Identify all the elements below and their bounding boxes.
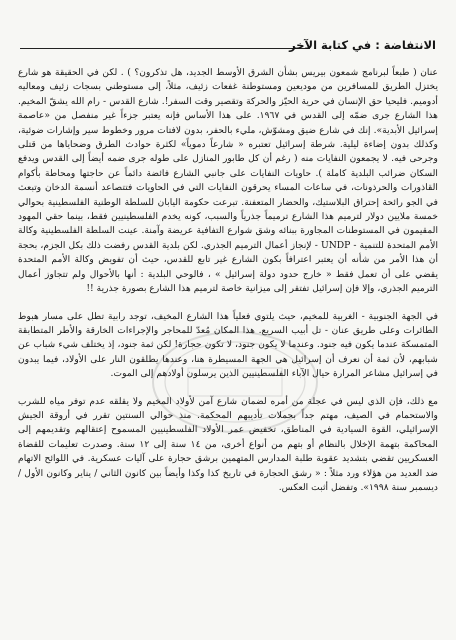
paragraph-3: مع ذلك، فإن الذي ليس في عجلة من أمره لضمان شارع آمن لأولاد المخيم ولا يقلقه عدم توفر مياه للشرب والاستحمام في الصيف، مهتم جداً بحملات تأديبهم المحكمة. منذ حوالي السنتين تقرر في أروقة الجيش الإسرائيلي، القوة السيادية في المناطق، تخفيض عمر الأولاد الفلسطينيين المسموح إعتقالهم وتقديمهم إلى المحاكمة بتهمة الإخلال بالنظام أو بتهم من أنواع أخرى، من ١٤ سنة إلى ١٢ سنة. وصدرت تعليمات للقضاة العسكريين تقضي بتشديد عقوبة طلبة المدارس المتهمين برشق حجارة على آليات عسكرية. في اللوائح الاتهام ضد العديد من هؤلاء ورد مثلاً : « رشق الحجارة في تاريخ كذا وكذا وأيضاً بين كانون الثاني / يناير وكانون الأول / ديسمبر سنة ١٩٩٨». وتفضل أثبت العكس. <box>18 395 438 493</box>
paragraph-1: عنان ( طبعاً لبرنامج شمعون بيريس بشأن الشرق الأوسط الجديد، هل تذكرون؟ ) . لكن في الحقيقة هو شارع يختزل الطريق للمسافرين من موديعين ومستوطنة غفعات زئيف، مثلاً، إلى مستوطني بسجات زئيف ومعاليه أدوميم. فليحيا حق الإنسان في حرية الحيّز والحركة وتقصير وقت السفر!. شارع القدس - رام الله يشقّ المخيم. هذا الشارع جرى ضمّه إلى القدس في ١٩٦٧. على هذا الأساس فإنه يعتبر جزءاً غير منفصل من «عاصمة إسرائيل الأبدية». إنك في شارع ضيق ومشوّش، مليء بالحفر، بدون لافتات مرور وخطوط سير وإشارات ضوئية، وكذلك بدون إضاءة ليلية. شرطة إسرائيل تعتبره « شارعاً دموياً» لكثرة حوادث الطرق وضحاياها من قتلى وجرحى فيه. لا يجمعون النفايات منه ( رغم أن كل طابور المنازل على طوله جرى ضمه أيضاً إلى القدس ويدفع السكان ضرائب البلدية كاملة ). حاويات النفايات على جانبي الشارع فائضة دائماً عن حاجتها ومحاطة بأكوام القاذورات والحرذونات، في ساعات المساء يحرقون النفايات التي في الحاويات فتتصاعد أنسمة الدخان وتبعث في الجو رائحة إحتراق البلاستيك، والحضار المتعفنة. تبرعت حكومة اليابان للسلطة الوطنية الفلسطينية بحوالي خمسة ملايين دولار لترميم هذا الشارع ترميماً جذرياً والسبب، كونه يخدم الفلسطينيين فقط، بينما حقي المهود المقيمون في المستوطنات المجاورة ببنائه وشق شوارع التفافية عريضة وآمنة. عينت السلطة الفلسطينية وكالة الأمم المتحدة للتنمية - UNDP - لإنجاز أعمال الترميم الجذري. لكن بلدية القدس رفضت ذلك بكل الجزم، بحجة أن هذا الأمر من شأنه أن يعتبر اعترافاً بكون الشارع غير تابع للقدس، حيث أن تفويض وكالة الأمم المتحدة يقضي على أن تعمل فقط « خارج حدود دولة إسرائيل » ، فالوحي البلدية : أنها بالأحوال ولم تتجاوز أعمال الترميم الجذري، وإلا فإن إسرائيل تفتقر إلى ميزانية خاصة لترميم هذا الشارع بصورة جذرية !! <box>18 67 438 295</box>
page-header <box>20 38 436 56</box>
paragraph-2: في الجهة الجنوبية - الغربية للمخيم، حيث يلتوي فعلياً هذا الشارع المخيف، توجد رابية تطل على مسار هبوط الطائرات وعلى طريق عنان - تل أبيب السريع. هذا المكان مُعدّ للمحاجر والإجراءات الخارقة والأطر المتطابقة المتمسكة عندما يكون فيه جنود. وعندما لا يكون جنود، لا تكون حجارة! لكن ثمة جنود، إذ يختلف شيء شباب عن شبابهم، لأن ثمة أن نعرف أن إسرائيل هي الجهة المسيطرة هنا، وعندها يطلقون النار على الأولاد، فيما يبدون في إسرائيل مشاعر المرارة حيال الآباء الفلسطينيين الذين يرسلون أولادهم إلى الموت. <box>18 310 438 380</box>
header-rule <box>20 48 310 49</box>
running-head-title: الانتفاضة : في كتابة الآخر <box>289 38 436 52</box>
article-body <box>18 66 438 508</box>
